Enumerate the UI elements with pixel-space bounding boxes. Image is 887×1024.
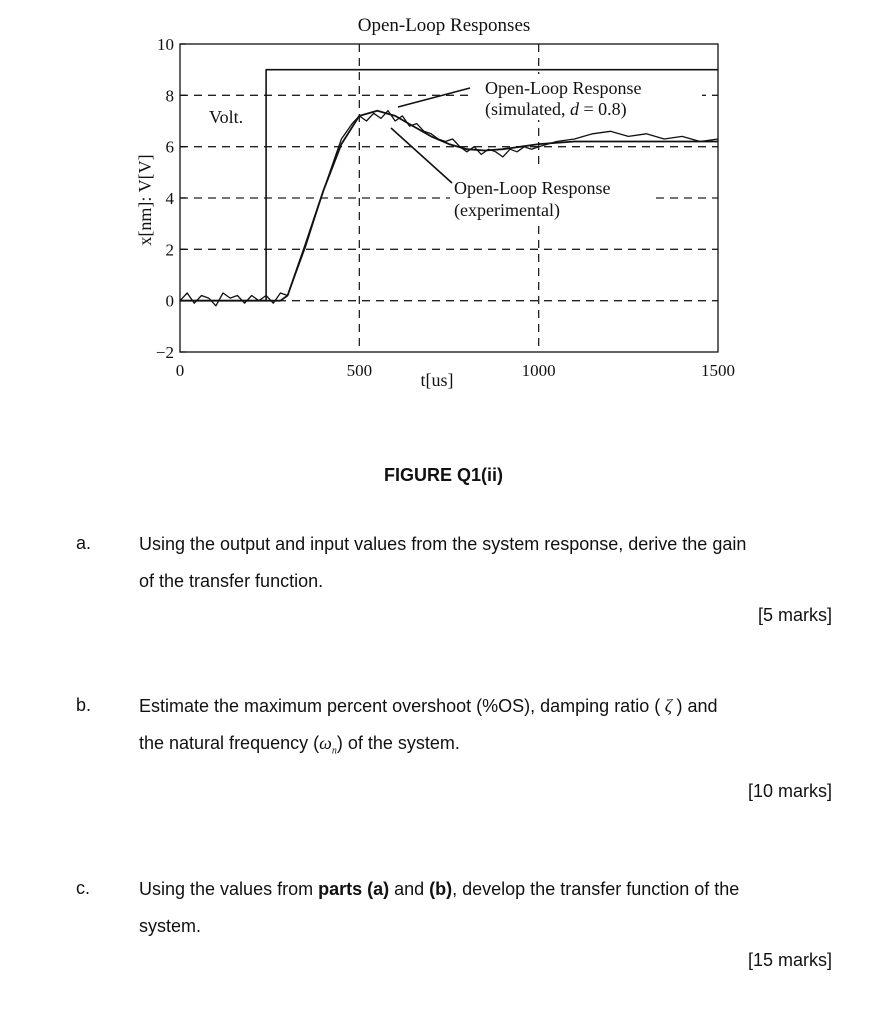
question-letter: b. xyxy=(76,695,92,715)
x-tick-label: 1000 xyxy=(521,361,556,380)
question-text xyxy=(139,871,832,945)
volt-label: Volt. xyxy=(209,107,244,127)
zeta-symbol: ζ xyxy=(664,696,672,716)
question-b-marks: [10 marks] xyxy=(747,781,832,801)
question-c-marks: [15 marks] xyxy=(747,950,832,970)
x-axis-label: t[us] xyxy=(420,370,454,390)
question-b-line1: Estimate the maximum percent overshoot (%OS), damping ratio ( ζ ) and xyxy=(139,696,718,716)
omega-symbol: $\omega_n$ xyxy=(319,733,337,757)
question-letter: a. xyxy=(76,533,92,553)
y-tick-label: 4 xyxy=(165,189,174,208)
question-b-line2: the natural frequency $(\omega_n)$ of the system. xyxy=(139,733,460,757)
question-a-marks: [5 marks] xyxy=(757,605,832,625)
y-tick-label: 6 xyxy=(165,137,174,157)
simulated-label-line2: (simulated, d = 0.8) xyxy=(485,99,627,119)
figure-caption: FIGURE Q1(ii) xyxy=(383,465,503,485)
simulated-label-line1: Open-Loop Response xyxy=(485,78,642,98)
open-loop-response-chart xyxy=(120,0,760,400)
x-tick-label: 1500 xyxy=(701,361,735,380)
question-text xyxy=(139,688,832,770)
experimental-leader-line xyxy=(391,128,452,183)
experimental-label-line2: (experimental) xyxy=(454,200,560,220)
x-tick-label: 0 xyxy=(175,361,185,380)
question-c-line1: Using the values from parts (a) and (b), develop the transfer function of the xyxy=(139,879,740,899)
chart-title: Open-Loop Responses xyxy=(357,15,531,36)
question-a-line2: of the transfer function. xyxy=(139,571,324,591)
x-tick-label: 500 xyxy=(346,361,373,380)
question-a-line1: Using the output and input values from the system response, derive the gain xyxy=(139,534,747,554)
y-tick-label: −2 xyxy=(155,343,174,362)
question-text xyxy=(139,526,832,600)
experimental-label-line1: Open-Loop Response xyxy=(454,178,611,198)
y-tick-label: 8 xyxy=(165,86,174,106)
simulated-leader-line xyxy=(398,88,470,107)
y-tick-label: 10 xyxy=(157,35,174,54)
y-tick-label: 2 xyxy=(165,240,174,260)
y-axis-label: x[nm]: V[V] xyxy=(135,154,155,246)
y-tick-label: 0 xyxy=(165,291,174,311)
question-c-line2: system. xyxy=(139,916,202,936)
question-letter: c. xyxy=(76,878,91,898)
